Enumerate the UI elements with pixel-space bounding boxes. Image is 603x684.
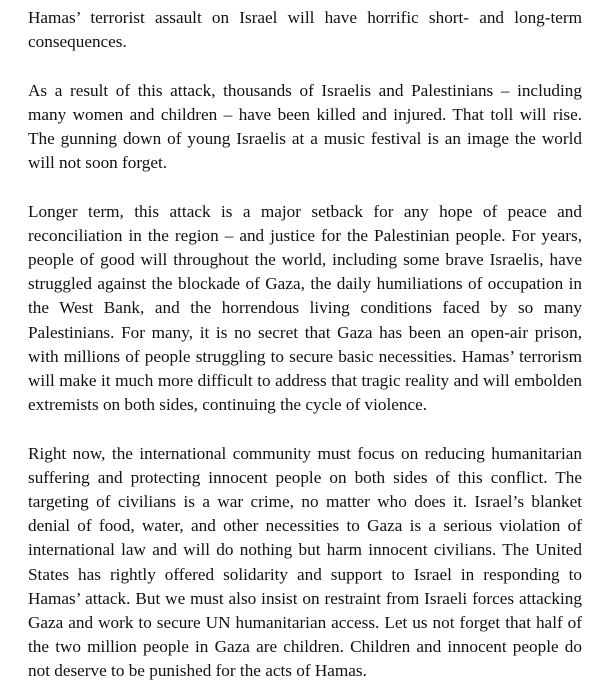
paragraph-1: Hamas’ terrorist assault on Israel will have horrific short- and long-term consequences. bbox=[28, 8, 582, 52]
paragraph-3: Longer term, this attack is a major setback for any hope of peace and reconciliation in the region – and justice for the Palestinian people. For years, people of good will throughout the world, including some brave Israelis, have struggled against the blockade of Gaza, the daily humiliations of occupation in the West Bank, and the horrendous living conditions faced by so many Palestinians. For many, it is no secret that Gaza has been an open-air prison, with millions of people struggling to secure basic necessities. Hamas’ terrorism will make it much more difficult to address that tragic reality and will embolden extremists on both sides, continuing the cycle of violence. bbox=[28, 201, 582, 415]
paragraph-4: Right now, the international community must focus on reducing humanitarian suffering and protecting innocent people on both sides of this conflict. The targeting of civilians is a war crime, no matter who does it. Israel’s blanket denial of food, water, and other necessities to Gaza is a serious violation of international law and will do nothing but harm innocent civilians. The United States has rightly offered solidarity and support to Israel in responding to Hamas’ attack. But we must also insist on restraint from Israeli forces attacking Gaza and work to secure UN humanitarian access. Let us not forget that half of the two million people in Gaza are children. Children and innocent people do not deserve to be punished for the acts of Hamas. bbox=[28, 443, 582, 681]
paragraph-2: As a result of this attack, thousands of Israelis and Palestinians – including many women and children – have been killed and injured. That toll will rise. The gunning down of young Israelis at a music festival is an image the world will not soon forget. bbox=[28, 80, 582, 173]
